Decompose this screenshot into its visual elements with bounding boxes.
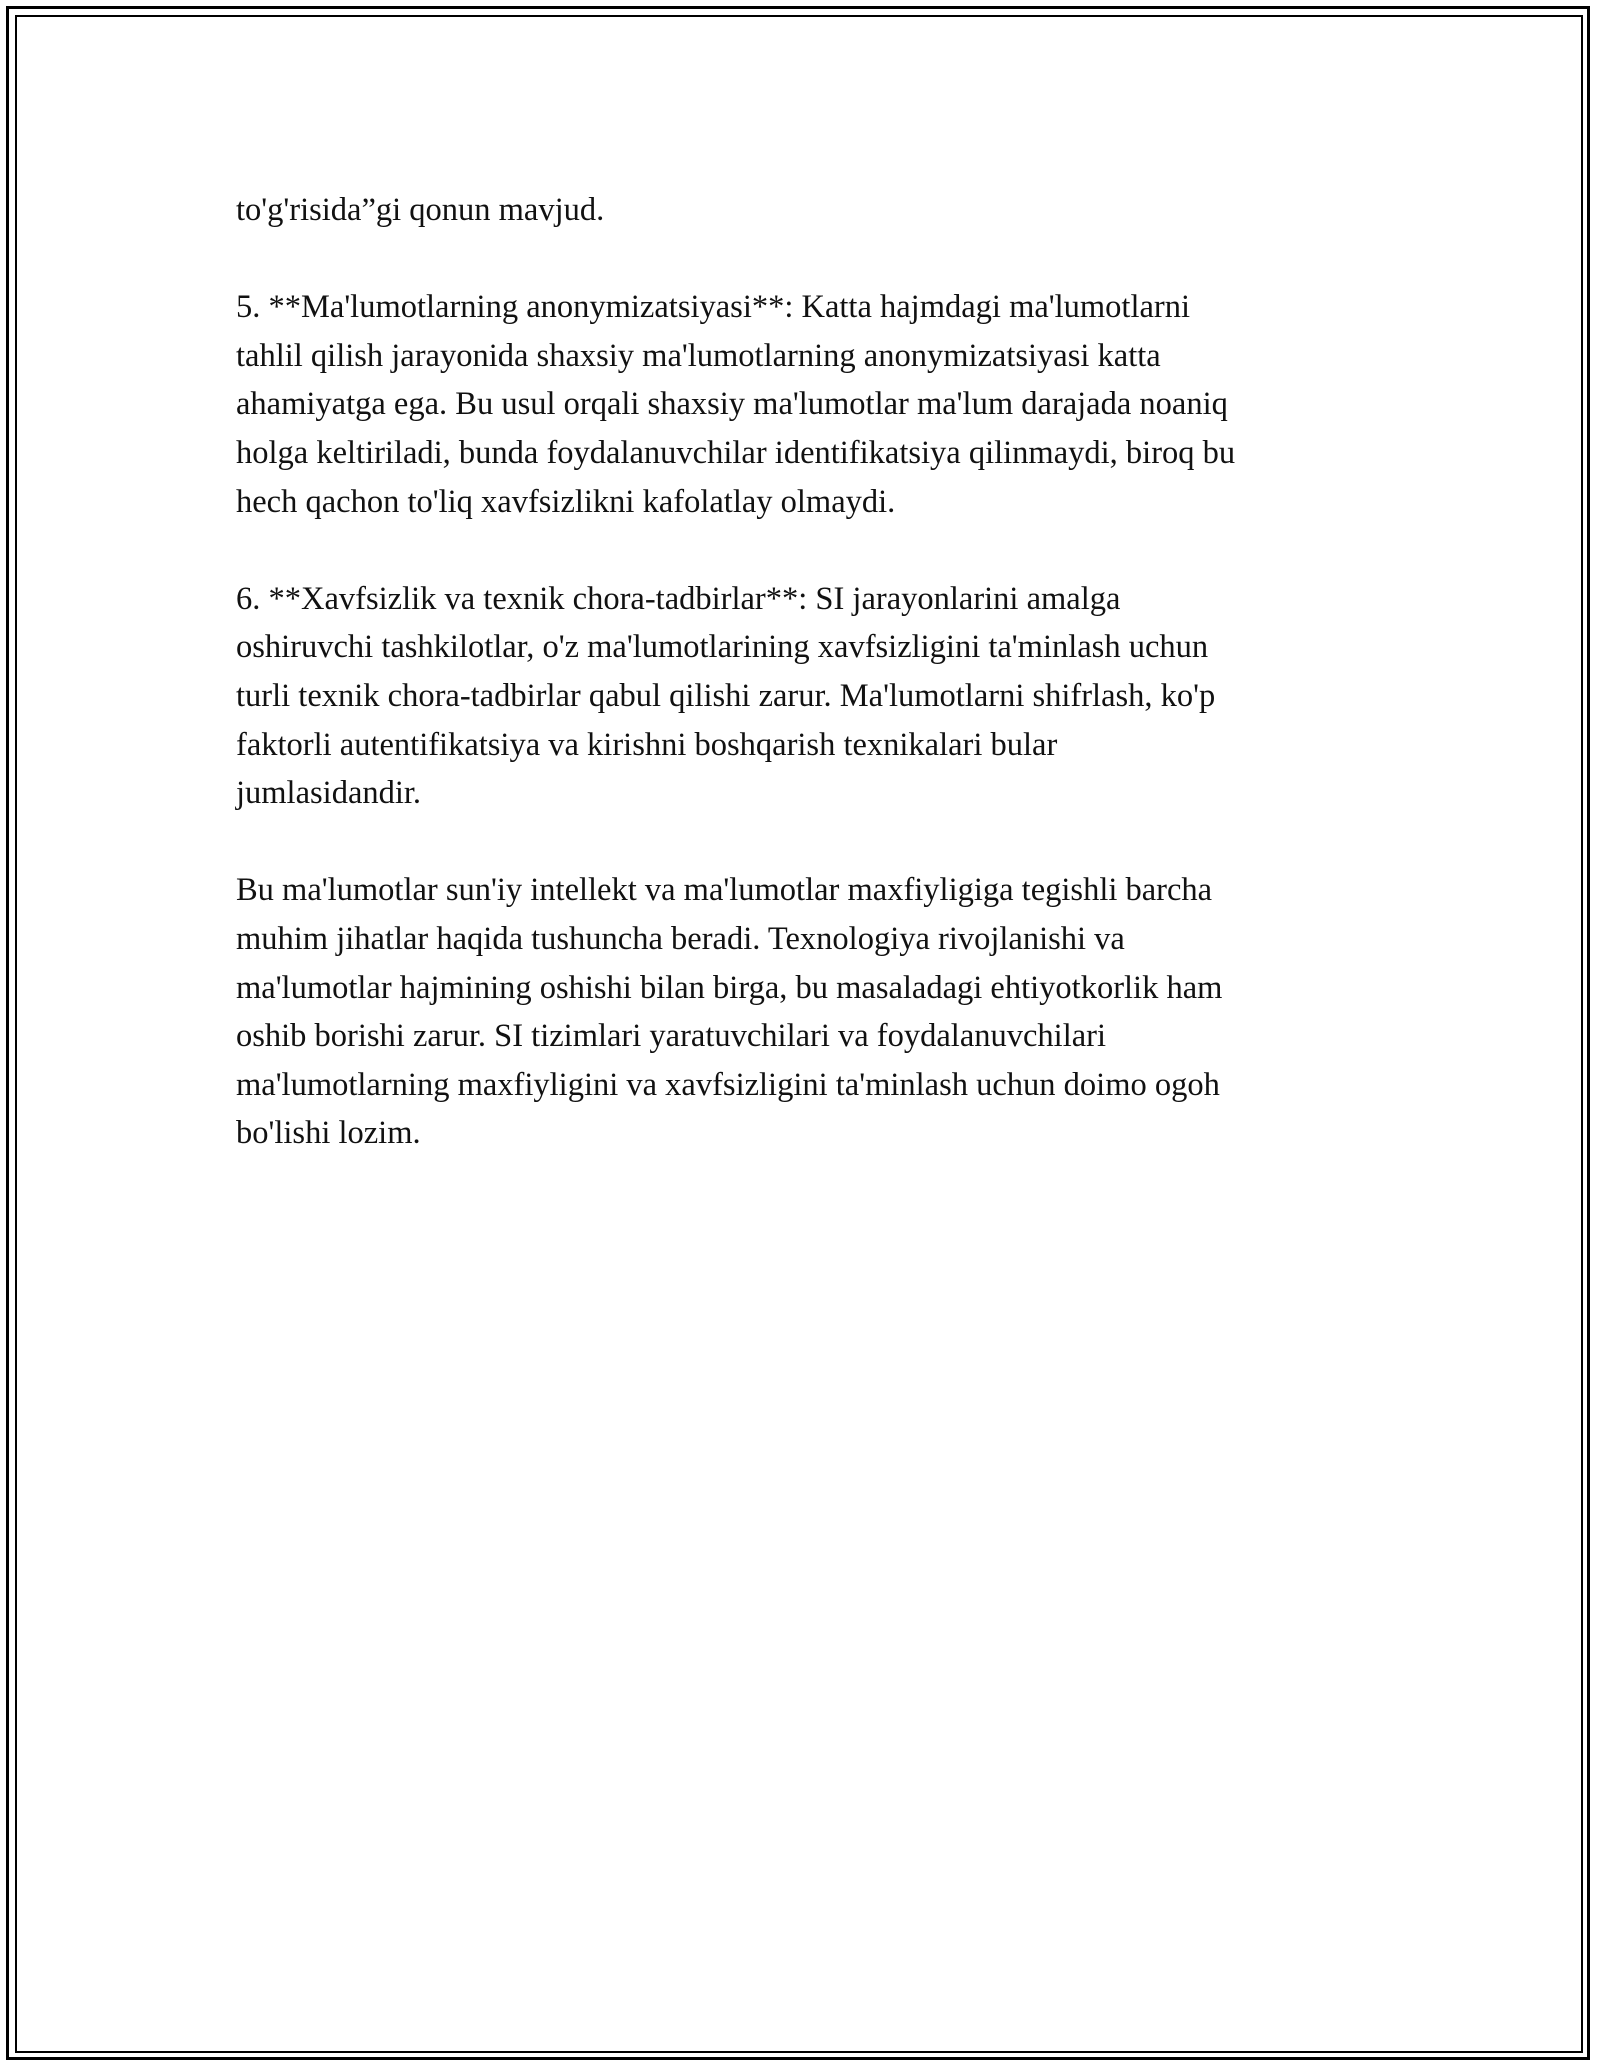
paragraph-item-6-security-measures: 6. **Xavfsizlik va texnik chora-tadbirlar**: SI jarayonlarini amalga oshiruvchi tashkilotlar, o'z ma'lumotlarining xavfsizligini ta'minlash uchun turli texnik chora-tadbirlar qabul qilishi zarur. Ma'lumotlarni shifrlash, ko'p faktorli autentifikatsiya va kirishni boshqarish texnikalari bular jumlasidandir. — [236, 580, 1216, 812]
paragraph-item-5-anonymization: 5. **Ma'lumotlarning anonymizatsiyasi**: Katta hajmdagi ma'lumotlarni tahlil qilish jarayonida shaxsiy ma'lumotlarning anonymizatsiyasi katta ahamiyatga ega. Bu usul orqali shaxsiy ma'lumotlar ma'lum darajada noaniq holga keltiriladi, bunda foydalanuvchilar identifikatsiya qilinmaydi, biroq bu hech qachon to'liq xavfsizlikni kafolatlay olmaydi. — [236, 289, 1236, 520]
document-body — [236, 186, 1386, 1206]
paragraph-continuation: to'g'risida”gi qonun mavjud. — [236, 192, 605, 228]
paragraph-conclusion: Bu ma'lumotlar sun'iy intellekt va ma'lumotlar maxfiyligiga tegishli barcha muhim jihatlar haqida tushuncha beradi. Texnologiya rivojlanishi va ma'lumotlar hajmining oshishi bilan birga, bu masaladagi ehtiyotkorlik ham oshib borishi zarur. SI tizimlari yaratuvchilari va foydalanuvchilari ma'lumotlarning maxfiyligini va xavfsizligini ta'minlash uchun doimo ogoh bo'lishi lozim. — [236, 872, 1223, 1152]
